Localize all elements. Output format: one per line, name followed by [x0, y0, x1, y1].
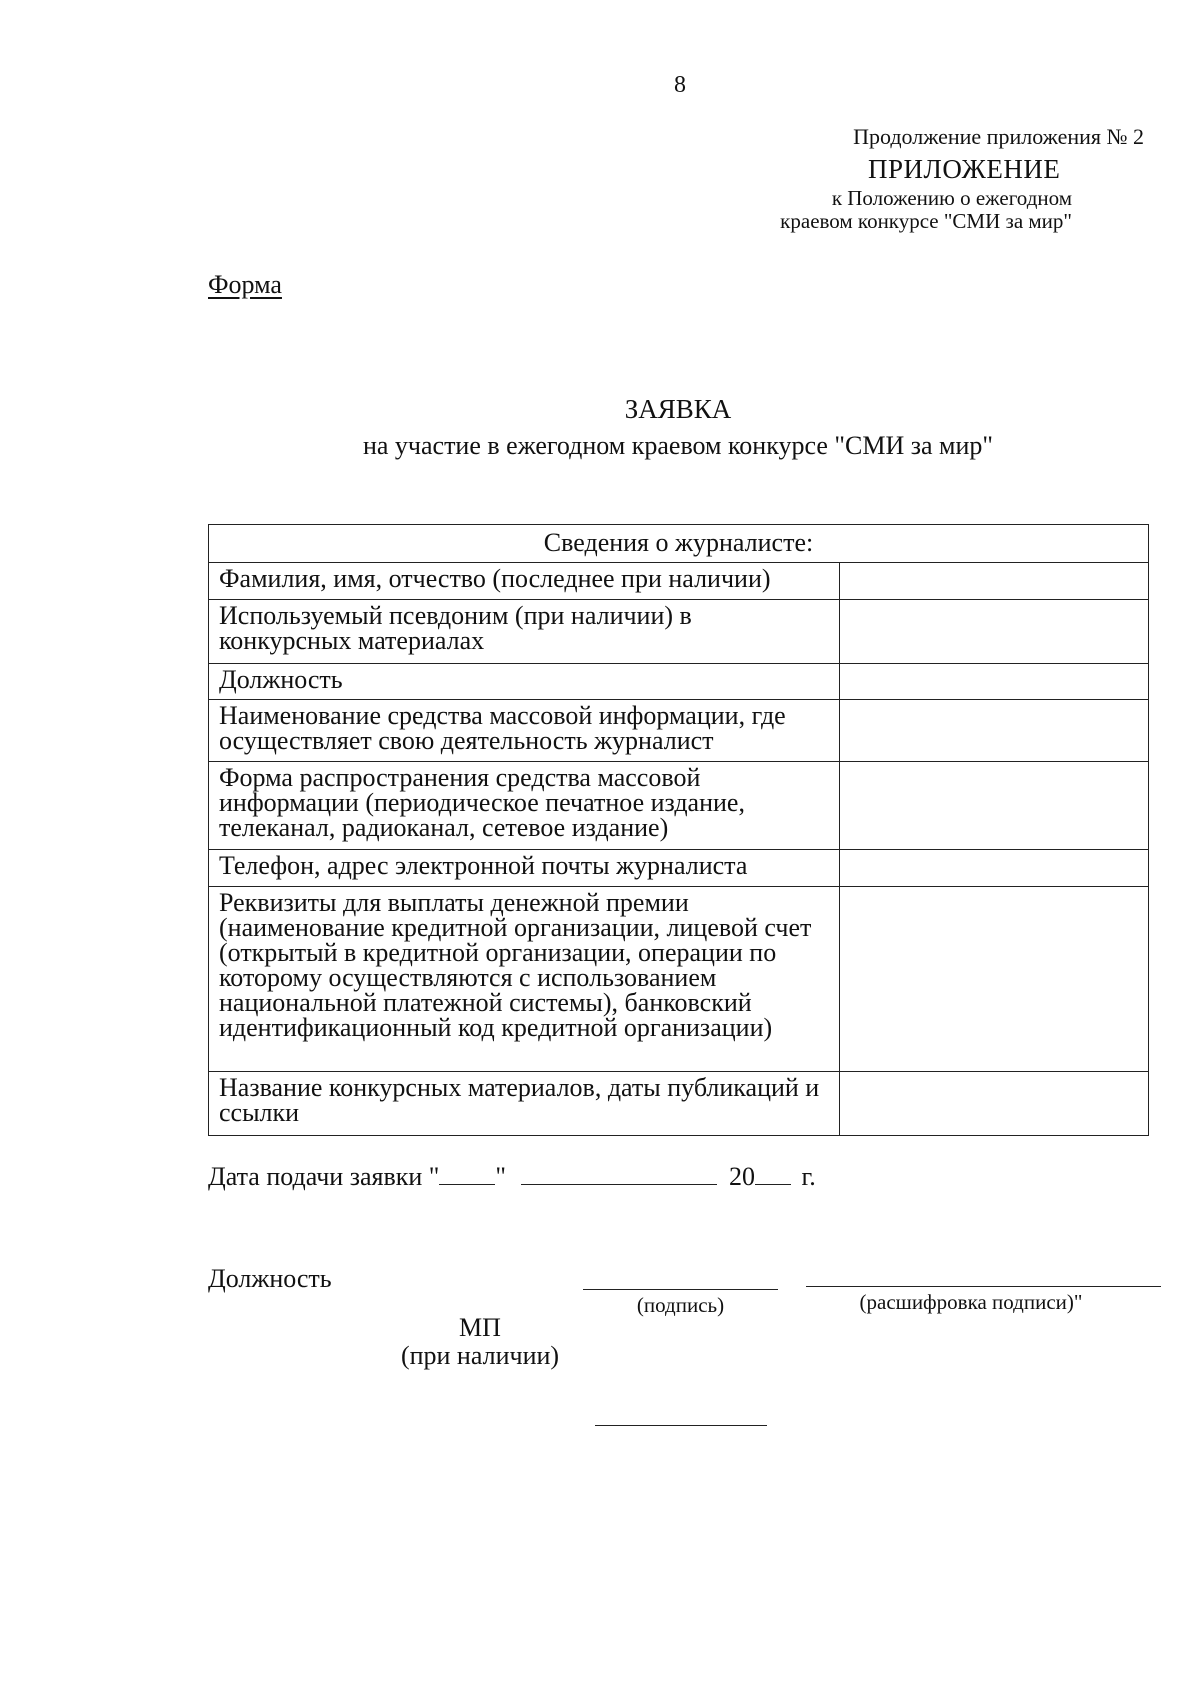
year-prefix: 20 — [729, 1162, 756, 1191]
seal-label — [380, 1314, 580, 1370]
form-label: Форма — [208, 270, 282, 299]
table-row — [209, 563, 1149, 600]
table-row — [209, 664, 1149, 700]
year-blank[interactable] — [755, 1164, 791, 1185]
seal-note: (при наличии) — [400, 1341, 560, 1370]
open-quote: " — [428, 1162, 440, 1191]
table-row — [209, 762, 1149, 850]
document-title: ЗАЯВКА — [624, 394, 732, 424]
row-value-materials[interactable] — [840, 1072, 1149, 1136]
appendix-title: ПРИЛОЖЕНИЕ — [868, 154, 1061, 184]
table-row — [209, 887, 1149, 1072]
row-label-pseudonym: Используемый псевдоним (при наличии) в конкурсных материалах — [209, 600, 840, 664]
close-quote: " — [495, 1162, 507, 1191]
signature-line[interactable] — [583, 1289, 778, 1290]
signature-decoding-line[interactable] — [806, 1286, 1161, 1287]
appendix-reference-line-2: краевом конкурсе "СМИ за мир" — [780, 209, 1072, 233]
signature-decoding-caption: (расшифровка подписи)" — [859, 1290, 1083, 1314]
appendix-reference-line-1: к Положению о ежегодном — [831, 186, 1072, 210]
row-label-media-form: Форма распространения средства массовой информации (периодическое печатное издание, телеканал, радиоканал, сетевое издание) — [209, 762, 840, 850]
page-number: 8 — [674, 72, 686, 98]
row-value-full-name[interactable] — [840, 563, 1149, 600]
journalist-info-table — [208, 524, 1149, 1136]
table-row — [209, 850, 1149, 887]
day-blank[interactable] — [439, 1164, 495, 1185]
row-value-bank-details[interactable] — [840, 887, 1149, 1072]
row-value-contacts[interactable] — [840, 850, 1149, 887]
continuation-note: Продолжение приложения № 2 — [853, 124, 1144, 149]
row-label-position: Должность — [209, 664, 840, 700]
row-label-bank-details: Реквизиты для выплаты денежной премии (наименование кредитной организации, лицевой счет (открытый в кредитной организации, операции по которому осуществляются с использованием национальной платежной системы), банковский идентификационный код кредитной организации) — [209, 887, 840, 1072]
end-separator-line — [595, 1425, 767, 1426]
row-value-media-name[interactable] — [840, 700, 1149, 762]
table-row — [209, 700, 1149, 762]
document-subtitle: на участие в ежегодном краевом конкурсе "СМИ за мир" — [362, 431, 994, 460]
month-blank[interactable] — [521, 1164, 717, 1185]
row-value-pseudonym[interactable] — [840, 600, 1149, 664]
seal-mp: МП — [459, 1313, 501, 1342]
appendix-reference — [652, 187, 1072, 233]
row-label-materials: Название конкурсных материалов, даты публикаций и ссылки — [209, 1072, 840, 1136]
row-value-position[interactable] — [840, 664, 1149, 700]
signature-caption: (подпись) — [636, 1293, 725, 1317]
row-value-media-form[interactable] — [840, 762, 1149, 850]
submission-date-line — [208, 1162, 816, 1192]
table-row — [209, 1072, 1149, 1136]
table-header: Сведения о журналисте: — [209, 525, 1149, 563]
year-suffix: г. — [801, 1162, 816, 1191]
table-header-row — [209, 525, 1149, 563]
submission-date-label: Дата подачи заявки — [208, 1162, 423, 1191]
row-label-media-name: Наименование средства массовой информации, где осуществляет свою деятельность журналист — [209, 700, 840, 762]
table-row — [209, 600, 1149, 664]
row-label-full-name: Фамилия, имя, отчество (последнее при наличии) — [209, 563, 840, 600]
signature-position-label: Должность — [208, 1264, 332, 1293]
row-label-contacts: Телефон, адрес электронной почты журналиста — [209, 850, 840, 887]
